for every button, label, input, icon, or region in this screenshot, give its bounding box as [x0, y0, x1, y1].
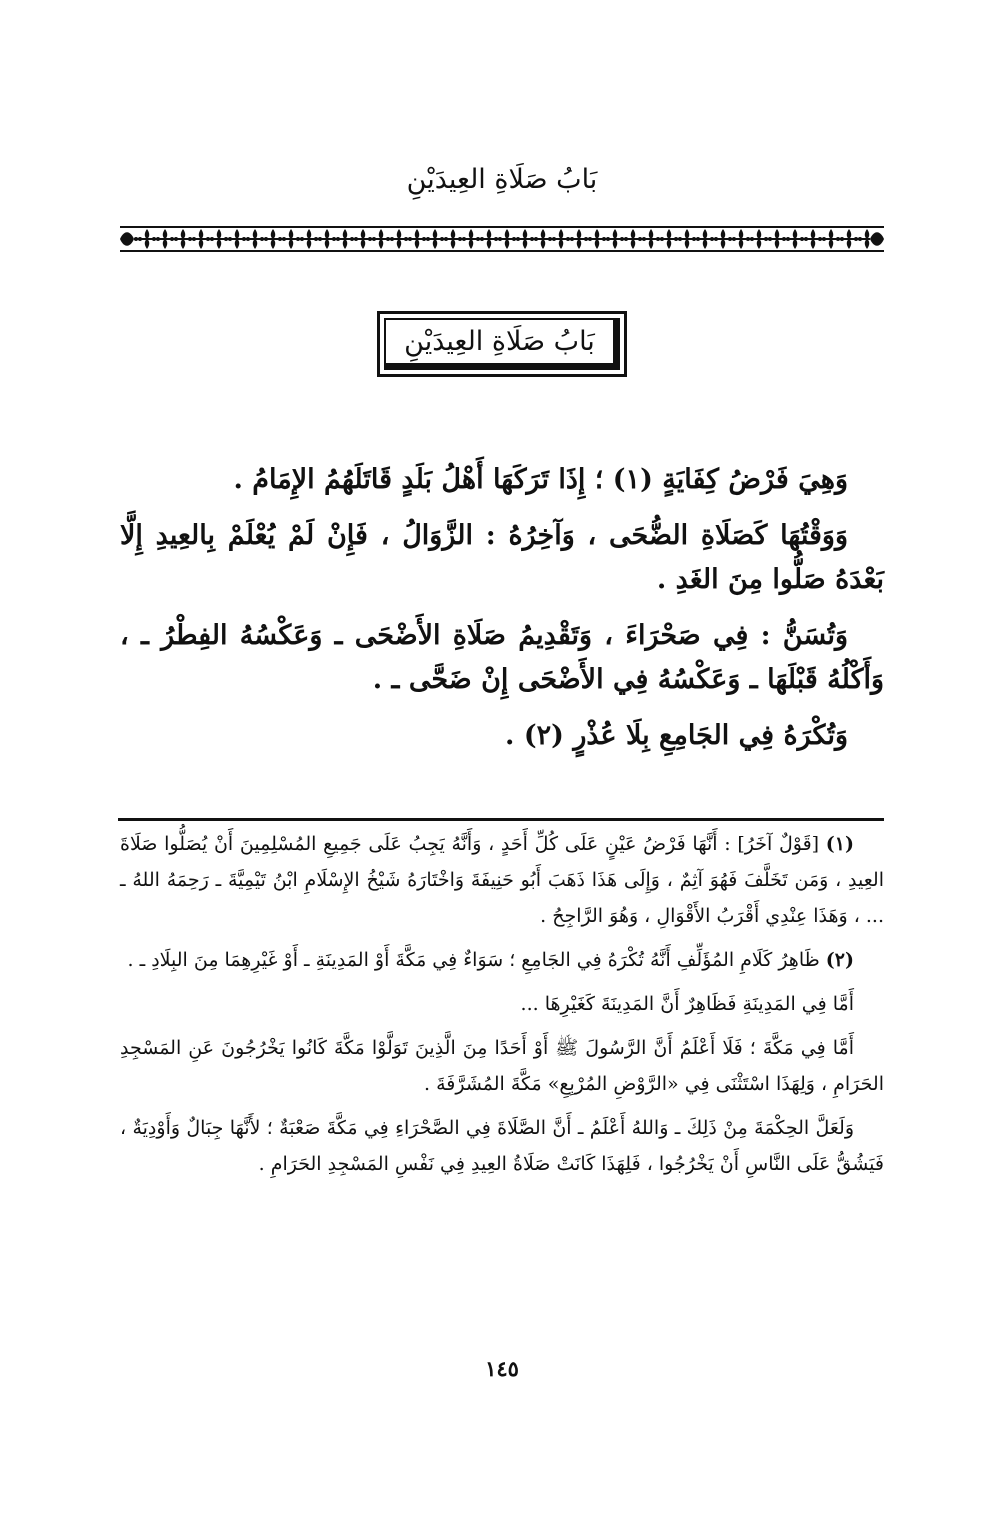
- main-paragraph: وَهِيَ فَرْضُ كِفَايَةٍ (١) ؛ إِذَا تَرَكَهَا أَهْلُ بَلَدٍ قَاتَلَهُمُ الإِمَامُ .: [233, 464, 848, 495]
- footnote-continuation: وَلَعَلَّ الحِكْمَةَ مِنْ ذَلِكَ ـ وَاللهُ أَعْلَمُ ـ أَنَّ الصَّلَاةَ فِي الصَّحْرَاءِ فِي مَكَّةَ صَعْبَةٌ ؛ لأَنَّهَا جِبَالٌ وَأَوْدِيَةٌ ، فَيَشُقُّ عَلَى النَّاسِ أَنْ يَخْرُجُوا ، فَلِهَذَا كَانَتْ صَلَاةُ العِيدِ فِي نَفْسِ المَسْجِدِ الحَرَامِ .: [120, 1117, 884, 1175]
- main-text: [120, 458, 884, 770]
- footnote-1: [120, 826, 884, 934]
- running-header: بَابُ صَلَاةِ العِيدَيْنِ: [406, 164, 598, 195]
- chapter-title: بَابُ صَلَاةِ العِيدَيْنِ: [384, 318, 620, 370]
- ornamental-border: [120, 226, 884, 252]
- footnote-continuation: أَمَّا فِي مَكَّةَ ؛ فَلَا أَعْلَمُ أَنَّ الرَّسُولَ ﷺ أَوْ أَحَدًا مِنَ الَّذِينَ تَوَلَّوْا مَكَّةَ كَانُوا يَخْرُجُونَ عَنِ المَسْجِدِ الحَرَامِ ، وَلِهَذَا اسْتَثْنَى فِي «الرَّوْضِ المُرْبِعِ» مَكَّةَ المُشَرَّفَةَ .: [120, 1037, 884, 1095]
- footnote-number: (٢): [825, 949, 854, 971]
- footnote-text: ظَاهِرُ كَلَامِ المُؤَلِّفِ أَنَّهُ تُكْرَهُ فِي الجَامِعِ ؛ سَوَاءٌ فِي مَكَّةَ أَوْ المَدِينَةِ ـ أَوْ غَيْرِهِمَا مِنَ البِلَادِ ـ .: [127, 949, 820, 971]
- footnote-divider: [118, 818, 884, 821]
- footnotes: [120, 826, 884, 1190]
- footnote-number: (١): [825, 833, 855, 855]
- footnote-2: [120, 942, 884, 978]
- footnote-continuation: أَمَّا فِي المَدِينَةِ فَظَاهِرٌ أَنَّ المَدِينَةَ كَغَيْرِهَا ...: [520, 993, 854, 1015]
- main-paragraph: وَتُكْرَهُ فِي الجَامِعِ بِلَا عُذْرٍ (٢) .: [505, 720, 848, 751]
- page-number: ١٤٥: [485, 1356, 519, 1381]
- main-paragraph: وَتُسَنُّ : فِي صَحْرَاءَ ، وَتَقْدِيمُ صَلَاةِ الأَضْحَى ـ وَعَكْسُهُ الفِطْرُ ـ ، وَأَكْلُهُ قَبْلَهَا ـ وَعَكْسُهُ فِي الأَضْحَى إِنْ ضَحَّى ـ .: [120, 620, 884, 695]
- main-paragraph: وَوَقْتُهَا كَصَلَاةِ الضُّحَى ، وَآخِرُهُ : الزَّوَالُ ، فَإِنْ لَمْ يُعْلَمْ بِالعِيدِ إِلَّا بَعْدَهُ صَلُّوا مِنَ الغَدِ .: [120, 520, 884, 595]
- footnote-text: [قَوْلٌ آخَرُ] : أَنَّهَا فَرْضُ عَيْنٍ عَلَى كُلِّ أَحَدٍ ، وَأَنَّهُ يَجِبُ عَلَى جَمِيعِ المُسْلِمِينَ أَنْ يُصَلُّوا صَلَاةَ العِيدِ ، وَمَن تَخَلَّفَ فَهُوَ آثِمٌ ، وَإِلَى هَذَا ذَهَبَ أَبُو حَنِيفَةَ وَاخْتَارَهُ شَيْخُ الإِسْلَامِ ابْنُ تَيْمِيَّةَ ـ رَحِمَهُ اللهُ ـ ... ، وَهَذَا عِنْدِي أَقْرَبُ الأَقْوَالِ ، وَهُوَ الرَّاجِحُ .: [120, 833, 884, 927]
- chapter-title-box: [377, 311, 627, 377]
